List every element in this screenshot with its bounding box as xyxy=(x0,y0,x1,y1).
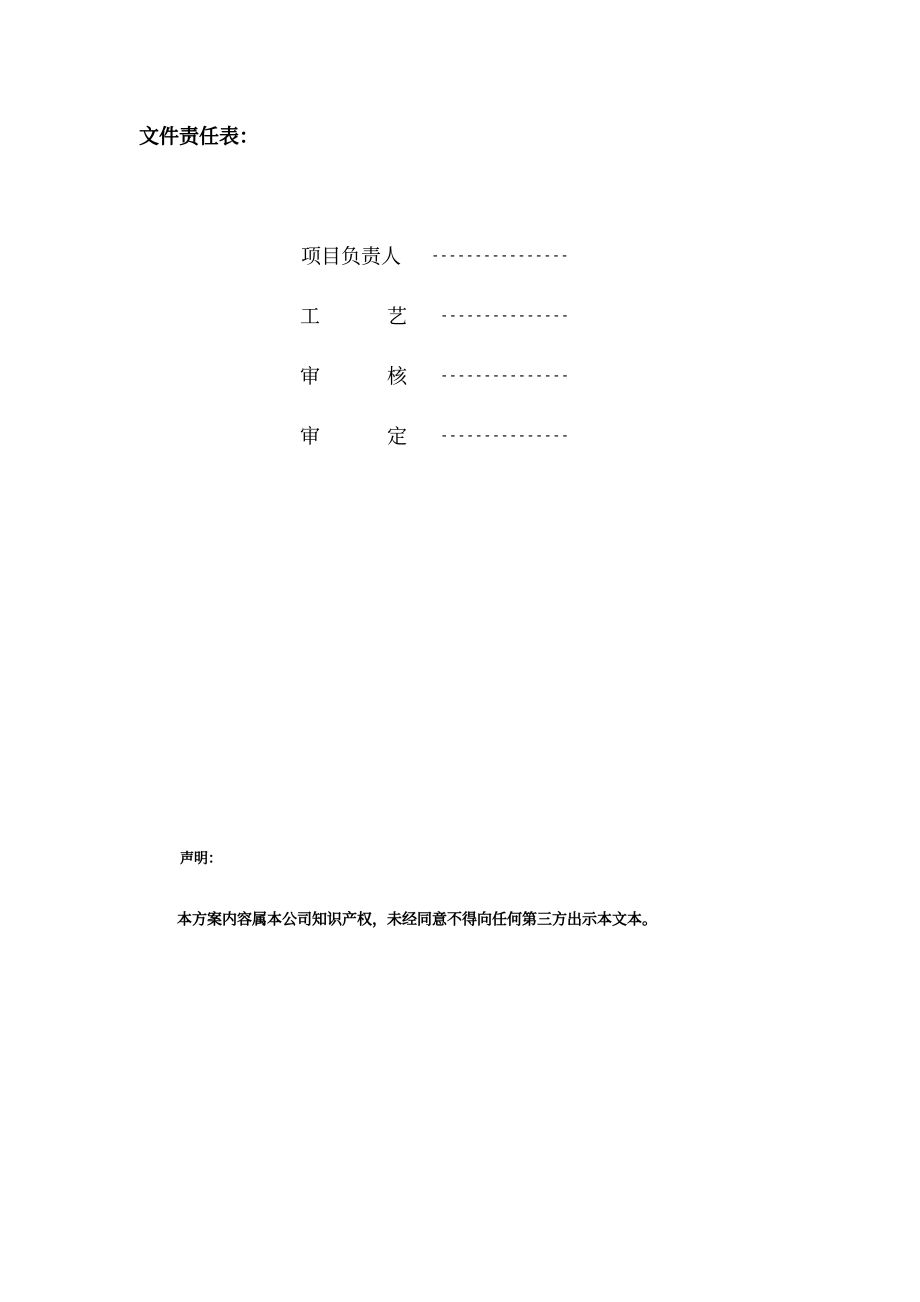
signature-label-part-2: 定 xyxy=(387,424,407,448)
signature-label-part-1: 工 xyxy=(300,304,320,328)
signature-blank-line: ---------------- xyxy=(431,248,570,264)
signature-label-part-1: 审 xyxy=(300,424,320,448)
signature-row-review xyxy=(300,361,640,391)
declaration-text: 本方案内容属本公司知识产权，未经同意不得向任何第三方出示本文本。 xyxy=(177,910,658,928)
signature-row-project-lead xyxy=(300,241,640,271)
signature-label-part-2: 艺 xyxy=(387,304,407,328)
declaration-title: 声明： xyxy=(180,851,222,867)
signature-row-process xyxy=(300,301,640,331)
signature-label: 项目负责人 xyxy=(301,244,401,268)
signature-row-approval xyxy=(300,421,640,451)
signature-label-part-1: 审 xyxy=(300,364,320,388)
signature-blank-line: --------------- xyxy=(440,308,570,324)
signature-blank-line: --------------- xyxy=(440,428,570,444)
signature-blank-line: --------------- xyxy=(440,368,570,384)
page-title: 文件责任表： xyxy=(139,124,259,148)
signature-label-part-2: 核 xyxy=(387,364,407,388)
